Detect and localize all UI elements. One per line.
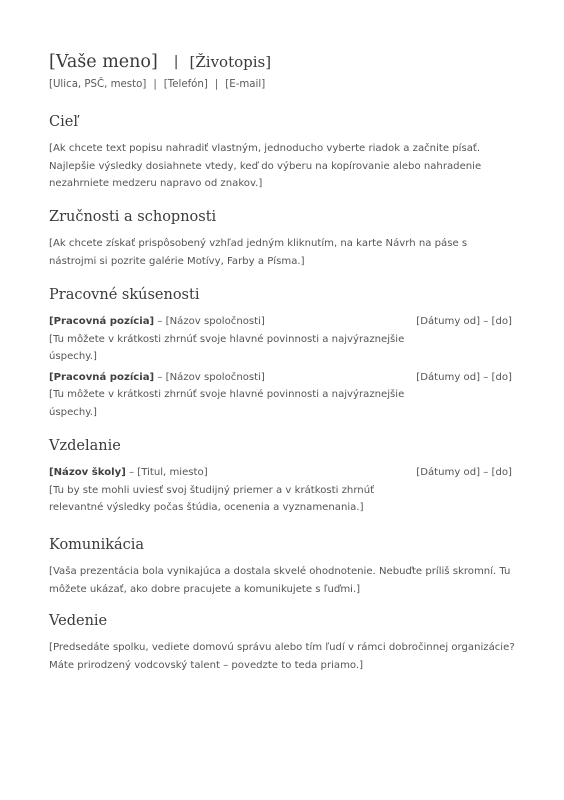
job-dash: – xyxy=(154,371,166,383)
skills-heading: Zručnosti a schopnosti xyxy=(49,209,217,225)
job-dates[interactable]: [Dátumy od] – [do] xyxy=(416,371,512,383)
skills-section xyxy=(49,207,515,270)
experience-heading: Pracovné skúsenosti xyxy=(49,287,200,303)
job-description[interactable]: [Tu môžete v krátkosti zhrnúť svoje hlavné povinnosti a najvýraznejšie úspechy.] xyxy=(49,389,405,418)
objective-heading: Cieľ xyxy=(49,114,78,130)
contact-line xyxy=(49,78,519,92)
communication-section xyxy=(49,535,515,598)
job-company[interactable]: [Názov spoločnosti] xyxy=(165,316,265,327)
job-company[interactable]: [Názov spoločnosti] xyxy=(165,371,265,383)
phone-placeholder[interactable]: [Telefón] xyxy=(163,79,208,90)
education-dates[interactable]: [Dátumy od] – [do] xyxy=(416,467,512,478)
leadership-heading: Vedenie xyxy=(49,613,108,629)
education-section xyxy=(49,436,515,520)
job-position[interactable]: [Pracovná pozícia] xyxy=(49,371,155,383)
job-entry xyxy=(49,313,515,366)
education-header xyxy=(49,464,515,482)
job-header xyxy=(49,369,515,387)
job-entry xyxy=(49,369,515,422)
leadership-section xyxy=(49,611,515,674)
resume-header xyxy=(49,50,519,92)
address-placeholder[interactable]: [Ulica, PSČ, mesto] xyxy=(49,79,147,90)
skills-text[interactable]: [Ak chcete získať prispôsobený vzhľad jedným kliknutím, na karte Návrh na páse s nástrojmi si pozrite galérie Motívy, Farby a Písma.] xyxy=(49,238,468,267)
experience-section xyxy=(49,285,515,424)
job-description[interactable]: [Tu môžete v krátkosti zhrnúť svoje hlavné povinnosti a najvýraznejšie úspechy.] xyxy=(49,333,405,362)
title-line xyxy=(49,50,519,74)
communication-heading: Komunikácia xyxy=(49,537,145,553)
name-placeholder[interactable]: [Vaše meno] xyxy=(49,52,158,72)
job-dash: – xyxy=(154,316,166,327)
school-name[interactable]: [Názov školy] xyxy=(49,467,126,478)
email-placeholder[interactable]: [E-mail] xyxy=(225,79,266,90)
job-dates[interactable]: [Dátumy od] – [do] xyxy=(416,316,512,327)
education-dash: – xyxy=(125,467,138,478)
objective-text[interactable]: [Ak chcete text popisu nahradiť vlastným, jednoducho vyberte riadok a začnite písať. Najlepšie výsledky dosiahnete vtedy, keď do výberu na kopírovanie alebo nahradenie nezahrniete medzeru napravo od znakov.] xyxy=(49,143,482,189)
title-separator: | xyxy=(173,54,179,70)
education-entry xyxy=(49,464,515,517)
objective-section xyxy=(49,112,515,193)
communication-text[interactable]: [Vaša prezentácia bola vynikajúca a dostala skvelé ohodnotenie. Nebuďte príliš skromní. Tu môžete ukázať, ako dobre pracujete a komunikujete s ľuďmi.] xyxy=(49,566,511,595)
leadership-text[interactable]: [Predsedáte spolku, vediete domovú správu alebo tím ľudí v rámci dobročinnej organizácie? Máte prirodzený vodcovský talent – povedzte to teda priamo.] xyxy=(49,642,515,671)
education-heading: Vzdelanie xyxy=(49,438,121,454)
degree-location[interactable]: [Titul, miesto] xyxy=(137,467,208,478)
education-description[interactable]: [Tu by ste mohli uviesť svoj študijný priemer a v krátkosti zhrnúť relevantné výsledky počas štúdia, ocenenia a vyznamenania.] xyxy=(49,484,375,513)
contact-separator: | xyxy=(214,79,219,90)
document-title-placeholder[interactable]: [Životopis] xyxy=(189,53,272,71)
job-header xyxy=(49,313,515,331)
contact-separator: | xyxy=(153,79,157,90)
job-position[interactable]: [Pracovná pozícia] xyxy=(49,316,155,327)
